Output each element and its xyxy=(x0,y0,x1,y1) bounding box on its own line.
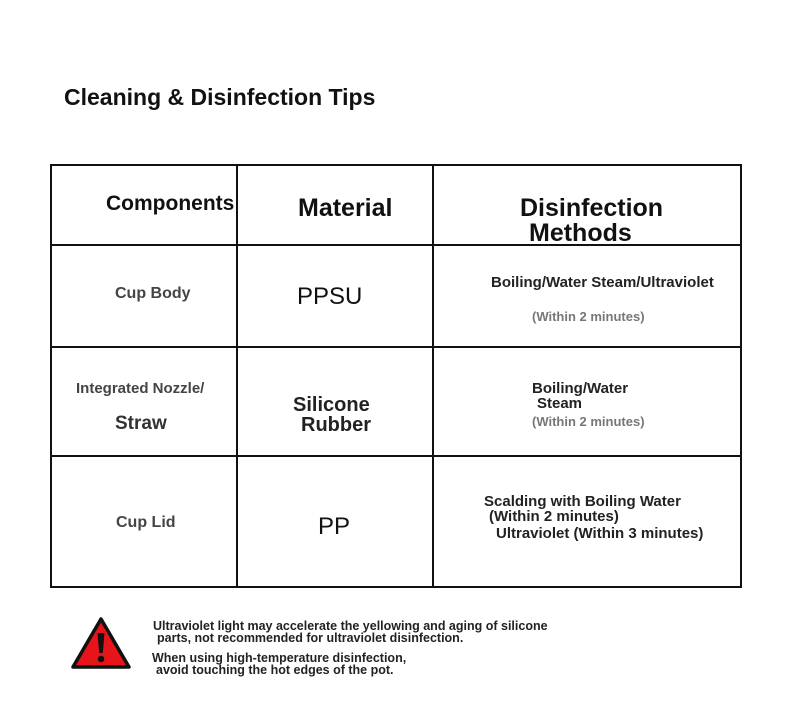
warning-note-heat-line1: When using high-temperature disinfection, xyxy=(152,651,407,665)
material-cell xyxy=(237,347,433,456)
warning-note-uv-line1: Ultraviolet light may accelerate the yellowing and aging of silicone xyxy=(153,619,548,633)
method-nozzle-line1: Boiling/Water xyxy=(532,380,629,397)
material-silicone-line2: Rubber xyxy=(301,414,371,436)
method-lid-line1: Scalding with Boiling Water xyxy=(484,493,681,510)
component-cup-lid: Cup Lid xyxy=(116,514,176,531)
method-cell xyxy=(433,347,741,456)
table-header-row xyxy=(51,165,741,245)
component-cell xyxy=(51,456,237,587)
method-cell xyxy=(433,245,741,347)
table-row xyxy=(51,456,741,587)
component-nozzle-line2: Straw xyxy=(115,413,167,434)
page-title: Cleaning & Disinfection Tips xyxy=(64,84,376,110)
method-cell xyxy=(433,456,741,587)
component-cell xyxy=(51,347,237,456)
disinfection-table xyxy=(50,164,742,588)
table-row xyxy=(51,347,741,456)
component-nozzle-line1: Integrated Nozzle/ xyxy=(76,380,205,397)
method-cup-body: Boiling/Water Steam/Ultraviolet xyxy=(491,274,714,291)
table-row xyxy=(51,245,741,347)
warning-note-heat-line2: avoid touching the hot edges of the pot. xyxy=(156,663,394,677)
method-cup-body-note: (Within 2 minutes) xyxy=(532,309,645,324)
header-components: Components xyxy=(106,192,235,215)
material-cell xyxy=(237,245,433,347)
method-nozzle-note: (Within 2 minutes) xyxy=(532,414,645,429)
method-lid-line2: (Within 2 minutes) xyxy=(489,508,619,525)
warning-note-uv-line2: parts, not recommended for ultraviolet disinfection. xyxy=(157,631,464,645)
component-cup-body: Cup Body xyxy=(115,285,191,302)
material-ppsu: PPSU xyxy=(297,283,363,310)
method-nozzle-line2: Steam xyxy=(537,395,583,412)
header-methods-line2: Methods xyxy=(529,219,632,247)
component-cell xyxy=(51,245,237,347)
material-pp: PP xyxy=(318,513,351,540)
method-lid-line3: Ultraviolet (Within 3 minutes) xyxy=(496,525,704,542)
material-cell xyxy=(237,456,433,587)
header-methods-line1: Disinfection xyxy=(520,194,664,222)
header-methods-cell xyxy=(433,165,741,245)
warning-triangle-icon xyxy=(70,616,132,670)
header-material: Material xyxy=(298,194,393,222)
header-components-cell xyxy=(51,165,237,245)
header-material-cell xyxy=(237,165,433,245)
material-silicone-line1: Silicone xyxy=(293,394,370,416)
